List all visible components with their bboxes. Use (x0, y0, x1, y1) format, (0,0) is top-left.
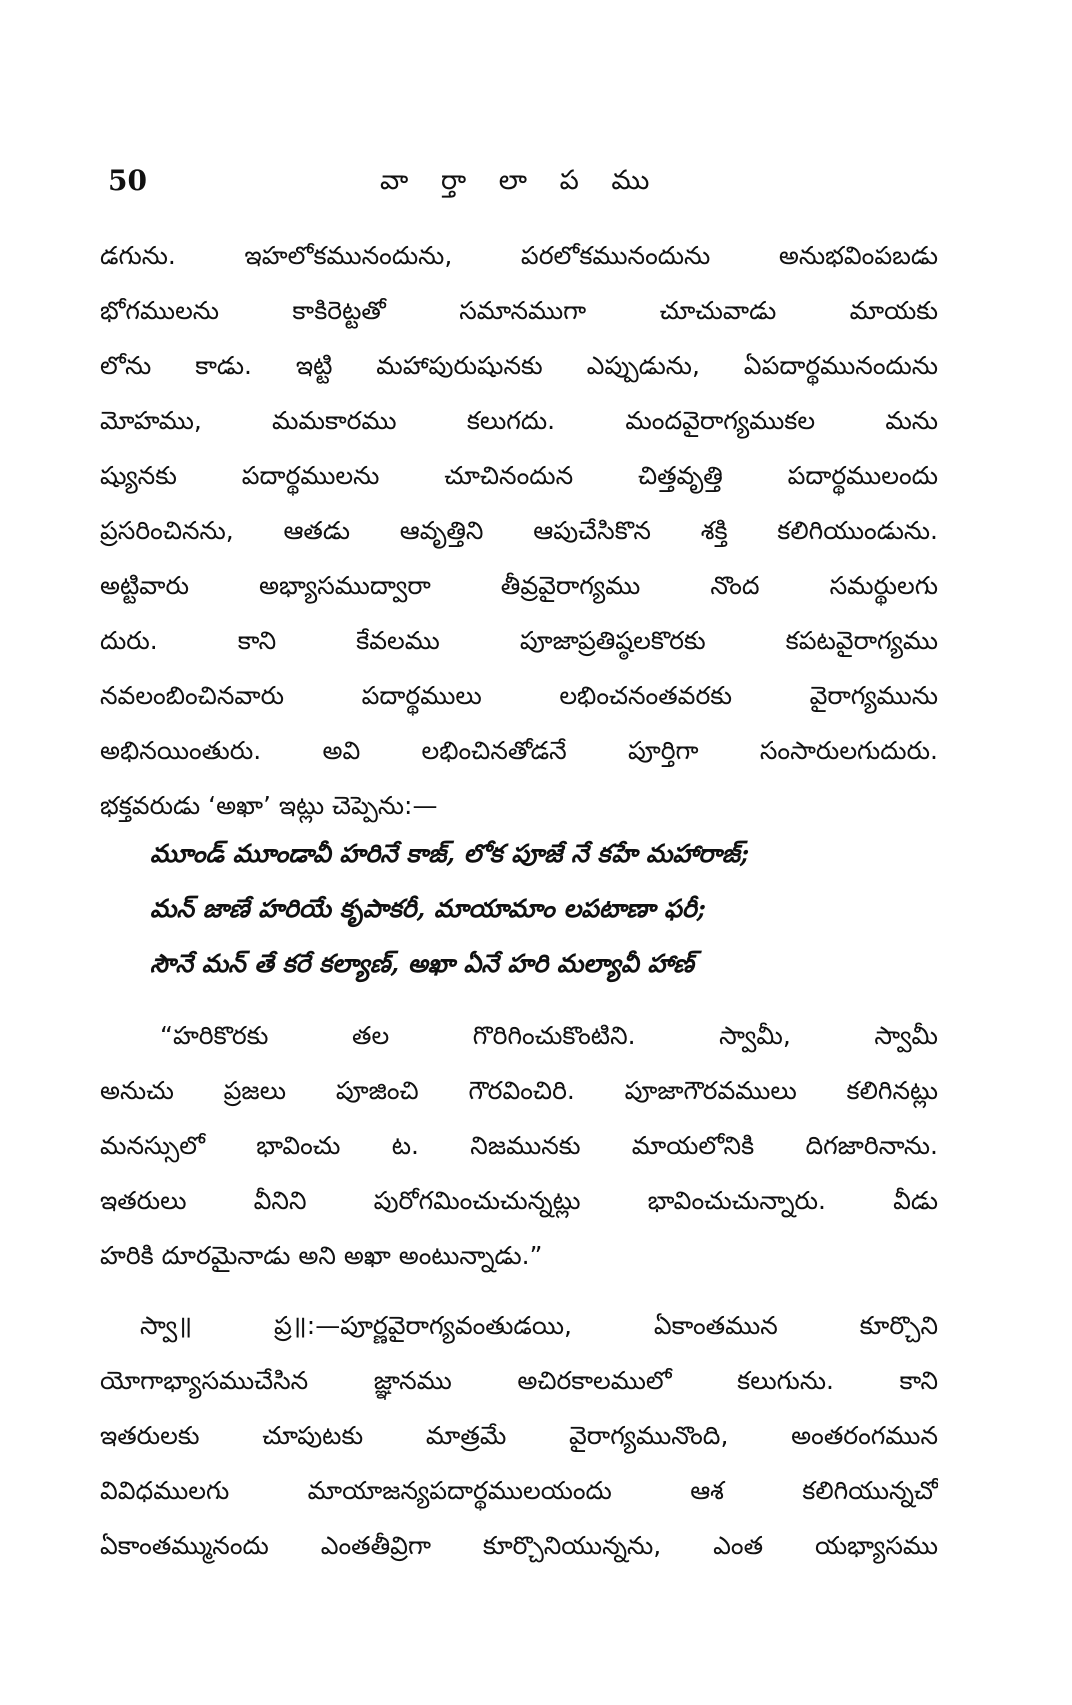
text-line: అభినయింతురు. అవి లభించినతోడనే పూర్తిగా సంసారులగుదురు. (100, 736, 938, 765)
text-line: లోను కాడు. ఇట్టి మహాపురుషునకు ఎప్పుడును, ఏపదార్థమునందును (100, 351, 938, 380)
text-line: ష్యునకు పదార్థములను చూచినందున చిత్తవృత్తి పదార్థములందు (100, 461, 938, 490)
text-line: మోహము, మమకారము కలుగదు. మందవైరాగ్యముకల మను (100, 406, 938, 435)
text-line: “హరికొరకు తల గొరిగించుకొంటిని. స్వామీ, స్వామీ (160, 1021, 938, 1050)
verse-line: మూండ్ మూండావీ హరినే కాజ్, లోక పూజే నే కహే మహారాజ్; (150, 839, 750, 868)
text-line: డగును. ఇహలోకమునందును, పరలోకమునందును అనుభవింపబడు (100, 241, 938, 270)
paragraph-2 (100, 1008, 938, 1283)
text-line: అనుచు ప్రజలు పూజించి గౌరవించిరి. పూజాగౌరవములు కలిగినట్లు (100, 1076, 938, 1105)
running-title: వా ర్తా లా ప ము (380, 165, 662, 196)
text-line: మనస్సులో భావించు ట. నిజమునకు మాయలోనికి దిగజారినాను. (100, 1131, 938, 1160)
text-line: నవలంబించినవారు పదార్థములు లభించనంతవరకు వైరాగ్యమును (100, 681, 938, 710)
verse-quotation (150, 826, 950, 991)
paragraph-3 (100, 1298, 938, 1573)
text-line: హరికి దూరమైనాడు అని అఖా అంటున్నాడు.” (100, 1241, 543, 1270)
text-line: భక్తవరుడు ‘అఖా’ ఇట్లు చెప్పెను:— (100, 791, 438, 820)
page-header (0, 163, 1072, 203)
text-line: ఇతరులకు చూపుటకు మాత్రమే వైరాగ్యమునొంది, అంతరంగమున (100, 1421, 938, 1450)
page-number: 50 (108, 164, 147, 197)
paragraph-1 (100, 228, 938, 833)
text-line: దురు. కాని కేవలము పూజాప్రతిష్ఠలకొరకు కపటవైరాగ్యము (100, 626, 938, 655)
text-line: అట్టివారు అభ్యాసముద్వారా తీవ్రవైరాగ్యము నొంద సమర్థులగు (100, 571, 938, 600)
text-line: భోగములను కాకిరెట్టతో సమానముగా చూచువాడు మాయకు (100, 296, 938, 325)
text-line: యోగాభ్యాసముచేసిన జ్ఞానము అచిరకాలములో కలుగును. కాని (100, 1366, 938, 1395)
text-line: స్వా॥ ప్ర॥:—పూర్ణవైరాగ్యవంతుడయి, ఏకాంతమున కూర్చొని (140, 1311, 938, 1340)
text-line: ప్రసరించినను, ఆతడు ఆవృత్తిని ఆపుచేసికొన శక్తి కలిగియుండును. (100, 516, 938, 545)
verse-line: మన్ జాణే హరియే కృపాకరీ, మాయామాం లపటాణా ఫరీ; (150, 894, 706, 923)
verse-line: సౌనే మన్ తే కరే కల్యాణ్, అఖా ఏనే హరి మల్యావీ హాణ్ (150, 949, 694, 978)
text-line: ఏకాంతమ్మునందు ఎంతతీవ్రిగా కూర్చొనియున్నను, ఎంత యభ్యాసము (100, 1531, 938, 1560)
text-line: ఇతరులు వీనిని పురోగమించుచున్నట్లు భావించుచున్నారు. వీడు (100, 1186, 938, 1215)
text-line: వివిధములగు మాయాజన్యపదార్థములయందు ఆశ కలిగియున్నచో (100, 1476, 938, 1505)
